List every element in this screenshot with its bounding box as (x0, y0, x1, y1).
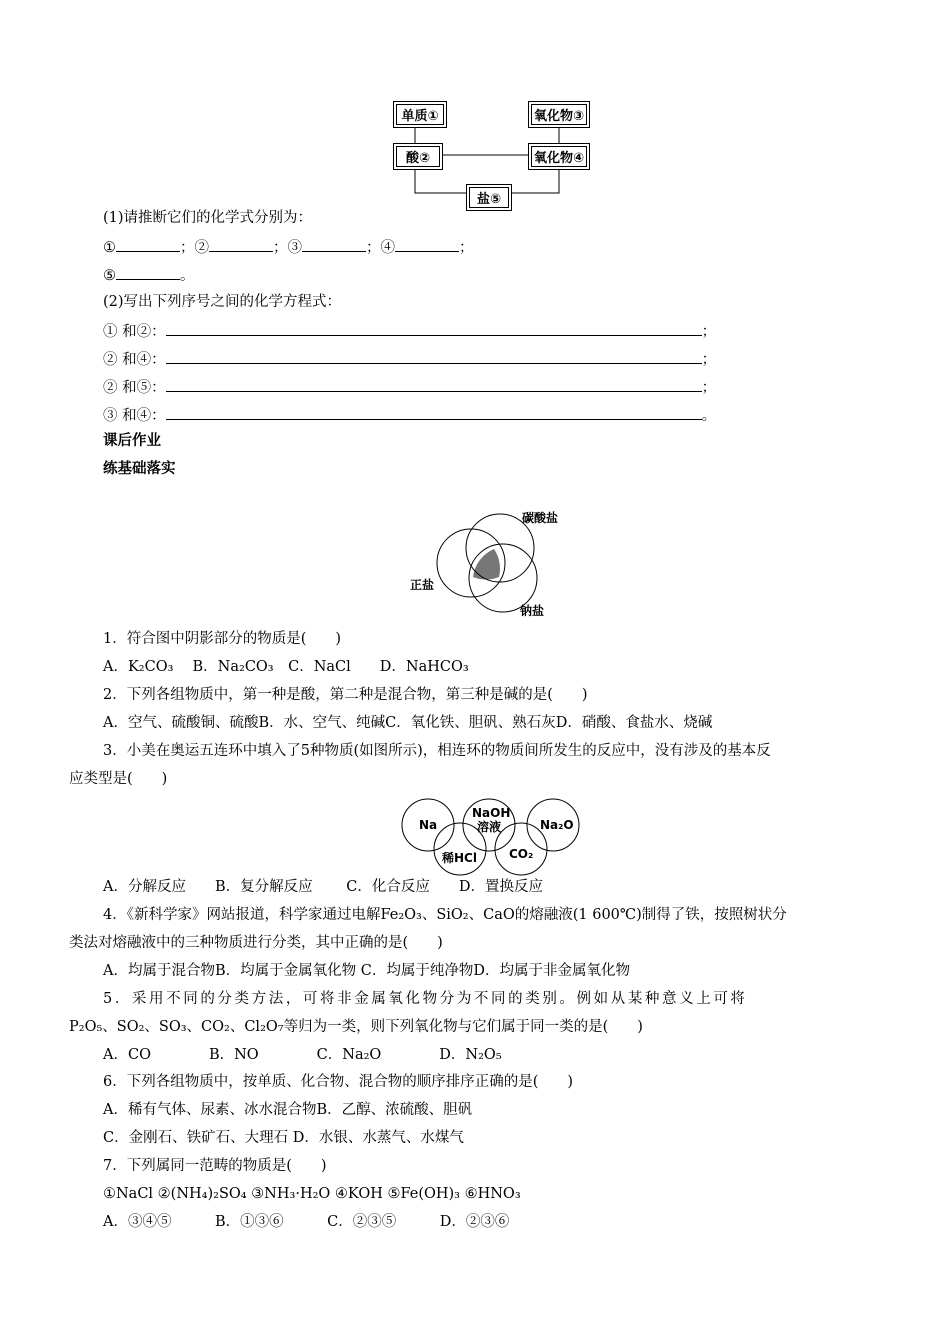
venn-label-carbonate: 碳酸盐 (522, 511, 559, 525)
question-4-options: A．均属于混合物B．均属于金属氧化物 C．均属于纯净物D．均属于非金属氧化物 (103, 963, 630, 979)
question-5-stem: 5．采用不同的分类方法，可将非金属氧化物分为不同的类别。例如从某种意义上可将 (103, 991, 748, 1007)
question-7-stem: 7．下列属同一范畴的物质是( ) (103, 1158, 327, 1174)
question-3-stem-cont: 应类型是( ) (69, 771, 168, 787)
question-4-stem: 4．《新科学家》网站报道，科学家通过电解Fe₂O₃、SiO₂、CaO的熔融液(1 600℃)制得了铁，按照树状分 (103, 907, 787, 923)
venn-label-normal-salt: 正盐 (410, 578, 435, 592)
box-salt-5 (466, 184, 512, 211)
question-7-options: A．③④⑤ B．①③⑥ C．②③⑤ D．②③⑥ (103, 1214, 510, 1230)
equation-title: (2)写出下列序号之间的化学方程式： (103, 294, 342, 310)
answer-line[interactable] (166, 349, 702, 364)
equation-row (103, 321, 716, 341)
section-homework: 课后作业 (103, 433, 161, 449)
label: 。 (180, 268, 195, 284)
box-oxide-4 (528, 143, 590, 170)
venn-shaded-region (473, 549, 500, 580)
question-2-options: A．空气、硫酸铜、硫酸B．水、空气、纯碱C．氧化铁、胆矾、熟石灰D．硝酸、食盐水、烧碱 (103, 715, 713, 731)
connector-line (510, 167, 559, 193)
venn-label-sodium-salt: 钠盐 (520, 604, 545, 618)
label: ① 和②： (103, 324, 166, 340)
equation-row (103, 377, 716, 397)
label: ； (701, 380, 717, 396)
section-basic: 练基础落实 (103, 461, 176, 477)
ring-label-naoh-solution: 溶液 (477, 820, 502, 834)
question-6-options-2: C．金刚石、铁矿石、大理石 D．水银、水蒸气、水煤气 (103, 1130, 464, 1146)
answer-line[interactable] (166, 321, 702, 336)
infer-blanks-row1 (103, 237, 474, 257)
answer-line[interactable] (166, 405, 702, 420)
question-6-options-1: A．稀有气体、尿素、冰水混合物B．乙醇、浓硫酸、胆矾 (103, 1102, 473, 1118)
infer-title: (1)请推断它们的化学式分别为： (103, 210, 313, 226)
question-3-stem: 3．小美在奥运五连环中填入了5种物质(如图所示)，相连环的物质间所发生的反应中，没有涉及的基本反 (103, 743, 771, 759)
ring-label-naoh: NaOH (472, 806, 511, 820)
label: ； (701, 352, 717, 368)
equation-row (103, 349, 716, 369)
label: ； (459, 240, 474, 256)
box-oxide-3 (528, 101, 590, 128)
box-label: 单质① (396, 104, 444, 125)
label: ；④ (366, 240, 395, 256)
question-5-options: A．CO B．NO C．Na₂O D．N₂O₅ (103, 1047, 502, 1063)
label: ② 和④： (103, 352, 166, 368)
answer-blank[interactable] (302, 237, 366, 252)
label: ； (701, 324, 717, 340)
answer-blank[interactable] (395, 237, 459, 252)
box-label: 氧化物④ (531, 146, 587, 167)
answer-line[interactable] (166, 377, 702, 392)
infer-blanks-row2 (103, 265, 195, 285)
venn-diagram (400, 505, 570, 625)
question-1-stem: 1．符合图中阴影部分的物质是( ) (103, 631, 342, 647)
question-7-items: ①NaCl ②(NH₄)₂SO₄ ③NH₃·H₂O ④KOH ⑤Fe(OH)₃ ⑥HNO₃ (103, 1186, 521, 1202)
ring-label-hcl: 稀HCl (442, 851, 477, 865)
label: ；② (180, 240, 209, 256)
question-1-options: A．K₂CO₃ B．Na₂CO₃ C．NaCl D．NaHCO₃ (103, 659, 469, 675)
equation-row (103, 405, 716, 425)
question-3-options: A．分解反应 B．复分解反应 C．化合反应 D．置换反应 (103, 879, 543, 895)
answer-blank[interactable] (116, 265, 180, 280)
ring-label-co2: CO₂ (509, 847, 534, 861)
label: ⑤ (103, 268, 116, 284)
label: 。 (701, 408, 717, 424)
label: ① (103, 240, 116, 256)
question-2-stem: 2．下列各组物质中，第一种是酸，第二种是混合物，第三种是碱的是( ) (103, 687, 588, 703)
question-5-stem-cont: P₂O₅、SO₂、SO₃、CO₂、Cl₂O₇等归为一类，则下列氧化物与它们属于同一类的是( ) (69, 1019, 643, 1035)
box-label: 盐⑤ (469, 187, 509, 208)
olympic-rings-diagram (400, 797, 590, 877)
box-label: 氧化物③ (531, 104, 587, 125)
answer-blank[interactable] (116, 237, 180, 252)
box-element-1 (393, 101, 447, 128)
ring-label-na: Na (419, 818, 438, 832)
label: ② 和⑤： (103, 380, 166, 396)
box-acid-2 (393, 143, 443, 170)
question-6-stem: 6．下列各组物质中，按单质、化合物、混合物的顺序排序正确的是( ) (103, 1074, 574, 1090)
box-label: 酸② (396, 146, 440, 167)
connector-line (415, 167, 467, 193)
ring-label-na2o: Na₂O (540, 818, 574, 832)
label: ③ 和④： (103, 408, 166, 424)
label: ；③ (273, 240, 302, 256)
question-4-stem-cont: 类法对熔融液中的三种物质进行分类，其中正确的是( ) (69, 935, 443, 951)
answer-blank[interactable] (209, 237, 273, 252)
